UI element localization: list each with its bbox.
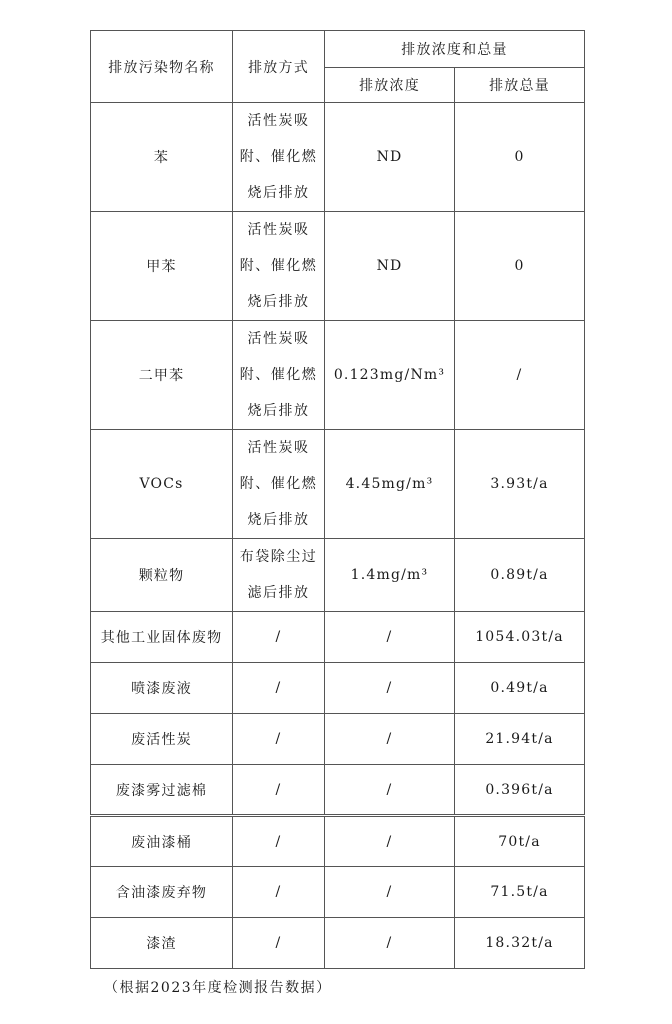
method-cell: /	[233, 612, 325, 663]
total-cell: 18.32t/a	[455, 918, 585, 969]
total-cell: 0.396t/a	[455, 765, 585, 816]
table-row	[91, 918, 585, 969]
table-row	[91, 321, 585, 430]
header-total: 排放总量	[455, 68, 585, 103]
method-cell: /	[233, 816, 325, 867]
method-cell: /	[233, 867, 325, 918]
total-cell: /	[455, 321, 585, 430]
total-cell: 71.5t/a	[455, 867, 585, 918]
table-row	[91, 816, 585, 867]
table-row	[91, 663, 585, 714]
method-cell: 活性炭吸附、催化燃烧后排放	[233, 321, 325, 430]
concentration-cell: /	[325, 867, 455, 918]
concentration-cell: /	[325, 918, 455, 969]
method-cell: /	[233, 765, 325, 816]
pollutant-name-cell: 含油漆废弃物	[91, 867, 233, 918]
header-method: 排放方式	[233, 31, 325, 103]
method-cell: /	[233, 663, 325, 714]
total-cell: 1054.03t/a	[455, 612, 585, 663]
table-row	[91, 212, 585, 321]
total-cell: 21.94t/a	[455, 714, 585, 765]
pollutant-name-cell: VOCs	[91, 430, 233, 539]
total-cell: 0	[455, 212, 585, 321]
emissions-table	[90, 30, 585, 969]
concentration-cell: 1.4mg/m³	[325, 539, 455, 612]
total-cell: 0.49t/a	[455, 663, 585, 714]
table-row	[91, 765, 585, 816]
pollutant-name-cell: 废漆雾过滤棉	[91, 765, 233, 816]
table-row	[91, 612, 585, 663]
total-cell: 70t/a	[455, 816, 585, 867]
pollutant-name-cell: 其他工业固体废物	[91, 612, 233, 663]
concentration-cell: 0.123mg/Nm³	[325, 321, 455, 430]
concentration-cell: /	[325, 663, 455, 714]
header-pollutant-name: 排放污染物名称	[91, 31, 233, 103]
concentration-cell: 4.45mg/m³	[325, 430, 455, 539]
concentration-cell: /	[325, 765, 455, 816]
total-cell: 0	[455, 103, 585, 212]
header-row-1	[91, 31, 585, 68]
pollutant-name-cell: 喷漆废液	[91, 663, 233, 714]
method-cell: /	[233, 714, 325, 765]
header-group: 排放浓度和总量	[325, 31, 585, 68]
method-cell: /	[233, 918, 325, 969]
source-note: （根据2023年度检测报告数据）	[104, 980, 332, 996]
table-row	[91, 103, 585, 212]
pollutant-name-cell: 甲苯	[91, 212, 233, 321]
concentration-cell: /	[325, 612, 455, 663]
pollutant-name-cell: 废油漆桶	[91, 816, 233, 867]
method-cell: 活性炭吸附、催化燃烧后排放	[233, 430, 325, 539]
concentration-cell: ND	[325, 103, 455, 212]
header-concentration: 排放浓度	[325, 68, 455, 103]
table-row	[91, 714, 585, 765]
pollutant-name-cell: 颗粒物	[91, 539, 233, 612]
table-row	[91, 430, 585, 539]
concentration-cell: ND	[325, 212, 455, 321]
table-row	[91, 539, 585, 612]
method-cell: 活性炭吸附、催化燃烧后排放	[233, 103, 325, 212]
concentration-cell: /	[325, 816, 455, 867]
concentration-cell: /	[325, 714, 455, 765]
pollutant-name-cell: 苯	[91, 103, 233, 212]
total-cell: 3.93t/a	[455, 430, 585, 539]
pollutant-name-cell: 废活性炭	[91, 714, 233, 765]
method-cell: 布袋除尘过滤后排放	[233, 539, 325, 612]
method-cell: 活性炭吸附、催化燃烧后排放	[233, 212, 325, 321]
pollutant-name-cell: 漆渣	[91, 918, 233, 969]
table-row	[91, 867, 585, 918]
emissions-table-container	[90, 30, 584, 969]
pollutant-name-cell: 二甲苯	[91, 321, 233, 430]
total-cell: 0.89t/a	[455, 539, 585, 612]
